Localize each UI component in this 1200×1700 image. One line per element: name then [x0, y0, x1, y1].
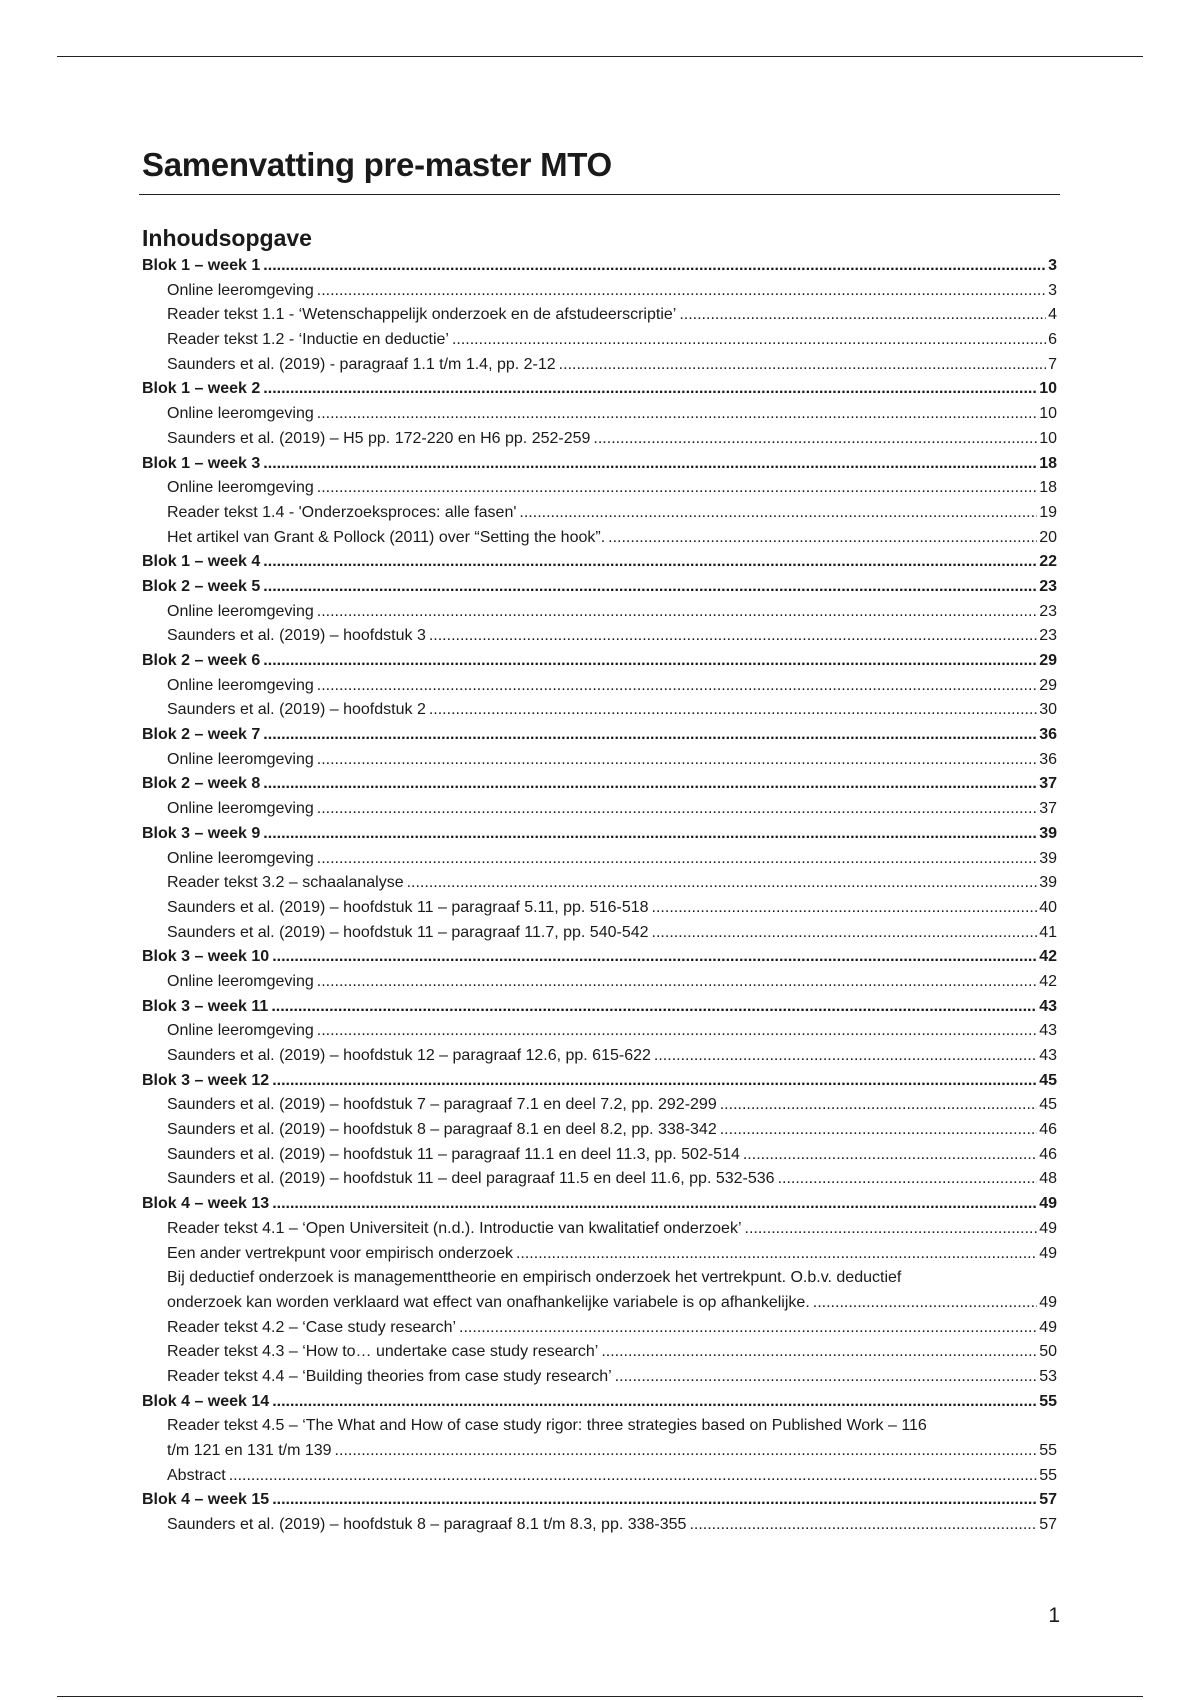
toc-dot-leader — [720, 1121, 1037, 1139]
toc-entry-block[interactable] — [142, 380, 1057, 405]
toc-entry[interactable] — [142, 874, 1057, 899]
toc-dot-leader — [229, 1467, 1038, 1485]
toc-entry[interactable] — [142, 677, 1057, 702]
toc-entry[interactable] — [142, 479, 1057, 504]
toc-entry-title: Saunders et al. (2019) – hoofdstuk 11 – paragraaf 11.7, pp. 540-542 — [167, 923, 649, 941]
toc-dot-leader — [317, 282, 1046, 300]
toc-entry-title: Een ander vertrekpunt voor empirisch onderzoek — [167, 1244, 513, 1262]
toc-entry-block[interactable] — [142, 652, 1057, 677]
toc-entry-block[interactable] — [142, 948, 1057, 973]
toc-entry[interactable] — [142, 1516, 1057, 1541]
toc-entry[interactable] — [142, 430, 1057, 455]
toc-entry-title: Blok 1 – week 4 — [142, 553, 261, 571]
toc-dot-leader — [459, 1319, 1037, 1337]
toc-entry-page: 6 — [1048, 331, 1057, 349]
toc-entry[interactable] — [142, 282, 1057, 307]
toc-entry[interactable] — [142, 701, 1057, 726]
toc-entry-title: Online leeromgeving — [167, 405, 314, 423]
toc-entry-title: Reader tekst 4.4 – ‘Building theories from case study research’ — [167, 1367, 612, 1385]
toc-entry-page: 22 — [1039, 553, 1057, 571]
toc-entry-page: 43 — [1039, 1047, 1057, 1064]
toc-entry-title: Blok 2 – week 6 — [142, 652, 261, 669]
title-underline — [139, 194, 1060, 195]
toc-entry-page: 57 — [1039, 1516, 1057, 1534]
toc-dot-leader — [317, 479, 1037, 497]
toc-entry-title: Saunders et al. (2019) – hoofdstuk 11 – paragraaf 5.11, pp. 516-518 — [167, 898, 649, 916]
toc-entry-page: 20 — [1039, 528, 1057, 546]
toc-entry-page: 41 — [1039, 923, 1057, 941]
toc-entry-page: 55 — [1039, 1442, 1057, 1459]
toc-entry[interactable] — [142, 603, 1057, 628]
toc-entry-title: Online leeromgeving — [167, 676, 314, 694]
toc-entry-page: 39 — [1039, 874, 1057, 892]
toc-entry-title: Bij deductief onderzoek is managementtheorie en empirisch onderzoek het vertrekpunt. O.b.v. deductief — [167, 1269, 902, 1287]
toc-dot-leader — [317, 1022, 1037, 1040]
toc-entry-block[interactable] — [142, 578, 1057, 603]
toc-entry-page: 23 — [1039, 627, 1057, 645]
toc-entry-page: 49 — [1039, 1293, 1057, 1311]
toc-entry[interactable] — [142, 850, 1057, 875]
toc-entry-page: 46 — [1039, 1145, 1057, 1163]
toc-entry-title: Online leeromgeving — [167, 972, 314, 990]
toc-entry[interactable] — [142, 306, 1057, 331]
toc-entry-title: Reader tekst 1.1 - ‘Wetenschappelijk onderzoek en de afstudeerscriptie’ — [167, 306, 677, 324]
page-number: 1 — [1048, 1604, 1060, 1627]
toc-entry-page: 30 — [1039, 701, 1057, 719]
toc-entry-title: Saunders et al. (2019) – H5 pp. 172-220 en H6 pp. 252-259 — [167, 429, 591, 447]
toc-entry-title: Saunders et al. (2019) – hoofdstuk 3 — [167, 627, 426, 645]
toc-dot-leader — [317, 850, 1037, 868]
toc-dot-leader — [272, 1195, 1037, 1213]
toc-dot-leader — [452, 331, 1046, 349]
toc-entry-title: Saunders et al. (2019) – hoofdstuk 8 – paragraaf 8.1 en deel 8.2, pp. 338-342 — [167, 1121, 717, 1139]
toc-entry-title: Online leeromgeving — [167, 602, 314, 620]
toc-heading: Inhoudsopgave — [142, 225, 312, 251]
toc-entry-title: Reader tekst 4.3 – ‘How to… undertake case study research’ — [167, 1343, 599, 1361]
toc-entry[interactable] — [142, 1343, 1057, 1368]
toc-entry-page: 49 — [1039, 1244, 1057, 1262]
toc-dot-leader — [335, 1442, 1038, 1460]
toc-entry-page: 39 — [1039, 849, 1057, 867]
toc-entry[interactable] — [142, 1368, 1057, 1393]
toc-entry-page: 57 — [1039, 1491, 1057, 1509]
toc-entry[interactable] — [142, 1269, 1057, 1294]
toc-dot-leader — [317, 800, 1037, 818]
toc-entry[interactable] — [142, 1467, 1057, 1492]
toc-dot-leader — [317, 751, 1037, 769]
toc-dot-leader — [429, 701, 1037, 719]
toc-dot-leader — [743, 1146, 1037, 1164]
toc-entry-title: Reader tekst 4.2 – ‘Case study research’ — [167, 1318, 457, 1336]
toc-dot-leader — [263, 652, 1037, 670]
toc-entry-page: 43 — [1039, 997, 1057, 1015]
toc-entry-title: Online leeromgeving — [167, 281, 314, 299]
toc-entry-title: Saunders et al. (2019) – hoofdstuk 8 – paragraaf 8.1 t/m 8.3, pp. 338-355 — [167, 1516, 687, 1534]
toc-entry[interactable] — [142, 800, 1057, 825]
toc-entry-page: 46 — [1039, 1121, 1057, 1139]
toc-dot-leader — [601, 1343, 1037, 1361]
toc-entry-title: Blok 3 – week 12 — [142, 1071, 270, 1089]
toc-entry-page: 10 — [1039, 429, 1057, 447]
toc-dot-leader — [652, 924, 1038, 942]
toc-entry-block[interactable] — [142, 825, 1057, 850]
toc-entry-title: Saunders et al. (2019) - paragraaf 1.1 t/m 1.4, pp. 2-12 — [167, 355, 556, 373]
toc-entry[interactable] — [142, 1022, 1057, 1047]
toc-entry-page: 23 — [1039, 602, 1057, 620]
toc-entry[interactable] — [142, 356, 1057, 381]
toc-entry-block[interactable] — [142, 553, 1057, 578]
toc-dot-leader — [317, 603, 1037, 621]
toc-entry[interactable] — [142, 331, 1057, 356]
toc-dot-leader — [263, 553, 1037, 571]
toc-dot-leader — [516, 1245, 1037, 1263]
toc-entry-title: Online leeromgeving — [167, 750, 314, 768]
toc-entry-page: 3 — [1048, 281, 1057, 299]
toc-entry-title: Blok 1 – week 3 — [142, 454, 261, 472]
toc-entry-page: 29 — [1039, 676, 1057, 694]
toc-entry-title: Saunders et al. (2019) – hoofdstuk 12 – paragraaf 12.6, pp. 615-622 — [167, 1047, 651, 1064]
toc-entry-page: 3 — [1048, 257, 1057, 274]
toc-entry-page: 55 — [1039, 1392, 1057, 1410]
toc-entry-title: Blok 1 – week 1 — [142, 257, 261, 274]
toc-entry-title: Abstract — [167, 1466, 226, 1484]
toc-entry[interactable] — [142, 1442, 1057, 1467]
toc-entry-title: Het artikel van Grant & Pollock (2011) over “Setting the hook”. — [167, 528, 606, 546]
toc-entry-page: 49 — [1039, 1219, 1057, 1237]
toc-entry-title: Blok 2 – week 5 — [142, 577, 261, 595]
toc-entry[interactable] — [142, 504, 1057, 529]
toc-entry[interactable] — [142, 1220, 1057, 1245]
toc-entry[interactable] — [142, 405, 1057, 430]
toc-dot-leader — [263, 726, 1037, 744]
toc-entry[interactable] — [142, 1047, 1057, 1072]
toc-entry-page: 49 — [1039, 1318, 1057, 1336]
toc-entry-page: 43 — [1039, 1022, 1057, 1040]
toc-entry-block[interactable] — [142, 1195, 1057, 1220]
toc-entry-page: 42 — [1039, 948, 1057, 966]
toc-entry-page: 23 — [1039, 577, 1057, 595]
toc-dot-leader — [778, 1170, 1038, 1188]
toc-dot-leader — [615, 1368, 1038, 1386]
toc-entry-page: 37 — [1039, 800, 1057, 818]
toc-entry-block[interactable] — [142, 998, 1057, 1023]
toc-dot-leader — [559, 356, 1046, 374]
toc-dot-leader — [407, 874, 1038, 892]
toc-entry-title: Online leeromgeving — [167, 800, 314, 818]
toc-dot-leader — [317, 973, 1037, 991]
toc-entry-block[interactable] — [142, 726, 1057, 751]
toc-entry-page: 55 — [1039, 1466, 1057, 1484]
toc-entry[interactable] — [142, 1096, 1057, 1121]
toc-dot-leader — [263, 257, 1046, 275]
toc-entry-title: Blok 3 – week 10 — [142, 948, 270, 966]
toc-entry-block[interactable] — [142, 775, 1057, 800]
toc-entry-page: 45 — [1039, 1096, 1057, 1114]
toc-dot-leader — [263, 578, 1037, 596]
toc-entry-title: Saunders et al. (2019) – hoofdstuk 2 — [167, 701, 426, 719]
toc-entry-block[interactable] — [142, 455, 1057, 480]
toc-entry[interactable] — [142, 751, 1057, 776]
toc-dot-leader — [272, 1393, 1037, 1411]
toc-dot-leader — [519, 504, 1037, 522]
toc-entry-title: Online leeromgeving — [167, 479, 314, 497]
toc-entry[interactable] — [142, 529, 1057, 554]
toc-entry-page: 19 — [1039, 503, 1057, 521]
toc-entry-page: 42 — [1039, 972, 1057, 990]
toc-entry[interactable] — [142, 1245, 1057, 1270]
toc-entry-page: 36 — [1039, 750, 1057, 768]
toc-entry-title: Blok 4 – week 14 — [142, 1392, 270, 1410]
toc-entry-page: 36 — [1039, 726, 1057, 744]
toc-dot-leader — [263, 455, 1037, 473]
toc-dot-leader — [317, 405, 1037, 423]
toc-entry-page: 50 — [1039, 1343, 1057, 1361]
toc-entry-title: t/m 121 en 131 t/m 139 — [167, 1442, 332, 1459]
toc-entry-title: Online leeromgeving — [167, 849, 314, 867]
toc-entry-title: Saunders et al. (2019) – hoofdstuk 7 – paragraaf 7.1 en deel 7.2, pp. 292-299 — [167, 1096, 717, 1114]
header-rule — [57, 56, 1143, 57]
toc-entry[interactable] — [142, 973, 1057, 998]
toc-entry-page: 10 — [1039, 405, 1057, 423]
toc-entry-title: Reader tekst 1.2 - ‘Inductie en deductie’ — [167, 331, 449, 349]
toc-entry-page: 37 — [1039, 775, 1057, 793]
toc-entry-page: 40 — [1039, 898, 1057, 916]
toc-dot-leader — [272, 1072, 1037, 1090]
toc-entry-title: Blok 1 – week 2 — [142, 380, 261, 398]
toc-entry-page: 7 — [1048, 355, 1057, 373]
toc-entry-title: Blok 3 – week 9 — [142, 824, 261, 842]
toc-entry-page: 45 — [1039, 1071, 1057, 1089]
toc-dot-leader — [679, 306, 1046, 324]
toc-entry[interactable] — [142, 1417, 1057, 1442]
toc-dot-leader — [263, 380, 1037, 398]
toc-entry-page: 39 — [1039, 824, 1057, 842]
toc-entry-page: 18 — [1039, 454, 1057, 472]
toc-dot-leader — [689, 1516, 1037, 1534]
toc-dot-leader — [317, 677, 1037, 695]
toc-entry[interactable] — [142, 627, 1057, 652]
toc-entry[interactable] — [142, 899, 1057, 924]
toc-entry[interactable] — [142, 1146, 1057, 1171]
toc-dot-leader — [263, 825, 1037, 843]
toc-entry-page: 49 — [1039, 1195, 1057, 1213]
toc-dot-leader — [654, 1047, 1037, 1065]
toc-entry-title: Blok 4 – week 15 — [142, 1491, 270, 1509]
toc-entry-title: Saunders et al. (2019) – hoofdstuk 11 – deel paragraaf 11.5 en deel 11.6, pp. 532-536 — [167, 1170, 775, 1188]
toc-dot-leader — [271, 998, 1037, 1016]
toc-entry-title: Blok 4 – week 13 — [142, 1195, 270, 1213]
toc-dot-leader — [429, 627, 1037, 645]
toc-entry-title: Blok 3 – week 11 — [142, 997, 269, 1015]
toc-entry-page: 53 — [1039, 1367, 1057, 1385]
toc-dot-leader — [272, 1491, 1037, 1509]
toc-entry[interactable] — [142, 1319, 1057, 1344]
toc-entry-title: Blok 2 – week 8 — [142, 775, 261, 793]
toc-entry-title: Reader tekst 3.2 – schaalanalyse — [167, 874, 404, 892]
toc-entry-page: 29 — [1039, 652, 1057, 669]
toc-entry-page: 48 — [1039, 1170, 1057, 1188]
toc-entry-title: Reader tekst 4.5 – ‘The What and How of case study rigor: three strategies based on Published Work – 116 — [167, 1417, 927, 1435]
toc-entry[interactable] — [142, 924, 1057, 949]
toc-dot-leader — [263, 775, 1037, 793]
toc-entry[interactable] — [142, 1121, 1057, 1146]
toc-entry-title: Blok 2 – week 7 — [142, 726, 261, 744]
toc-dot-leader — [272, 948, 1037, 966]
toc-dot-leader — [745, 1220, 1038, 1238]
toc-entry[interactable] — [142, 1294, 1057, 1319]
toc-entry-page: 18 — [1039, 479, 1057, 497]
toc-entry-title: Online leeromgeving — [167, 1022, 314, 1040]
toc-dot-leader — [652, 899, 1038, 917]
footer-rule — [57, 1696, 1143, 1697]
toc-entry-page: 10 — [1039, 380, 1057, 398]
toc-entry-title: onderzoek kan worden verklaard wat effect van onafhankelijke variabele is op afhankelijke. — [167, 1293, 810, 1311]
toc-entry-block[interactable] — [142, 1072, 1057, 1097]
toc-entry-title: Reader tekst 4.1 – ‘Open Universiteit (n.d.). Introductie van kwalitatief onderzoek’ — [167, 1219, 742, 1237]
toc-dot-leader — [593, 430, 1037, 448]
toc-dot-leader — [813, 1294, 1037, 1312]
toc-dot-leader — [608, 529, 1037, 547]
toc-entry[interactable] — [142, 1170, 1057, 1195]
table-of-contents — [142, 257, 1057, 1541]
toc-entry-title: Reader tekst 1.4 - 'Onderzoeksproces: alle fasen' — [167, 503, 517, 521]
toc-entry-block[interactable] — [142, 257, 1057, 282]
toc-entry-block[interactable] — [142, 1393, 1057, 1418]
toc-dot-leader — [720, 1096, 1037, 1114]
toc-entry-title: Saunders et al. (2019) – hoofdstuk 11 – paragraaf 11.1 en deel 11.3, pp. 502-514 — [167, 1145, 740, 1163]
document-title: Samenvatting pre-master MTO — [142, 146, 612, 183]
toc-entry-page: 4 — [1048, 306, 1057, 324]
toc-entry-block[interactable] — [142, 1491, 1057, 1516]
